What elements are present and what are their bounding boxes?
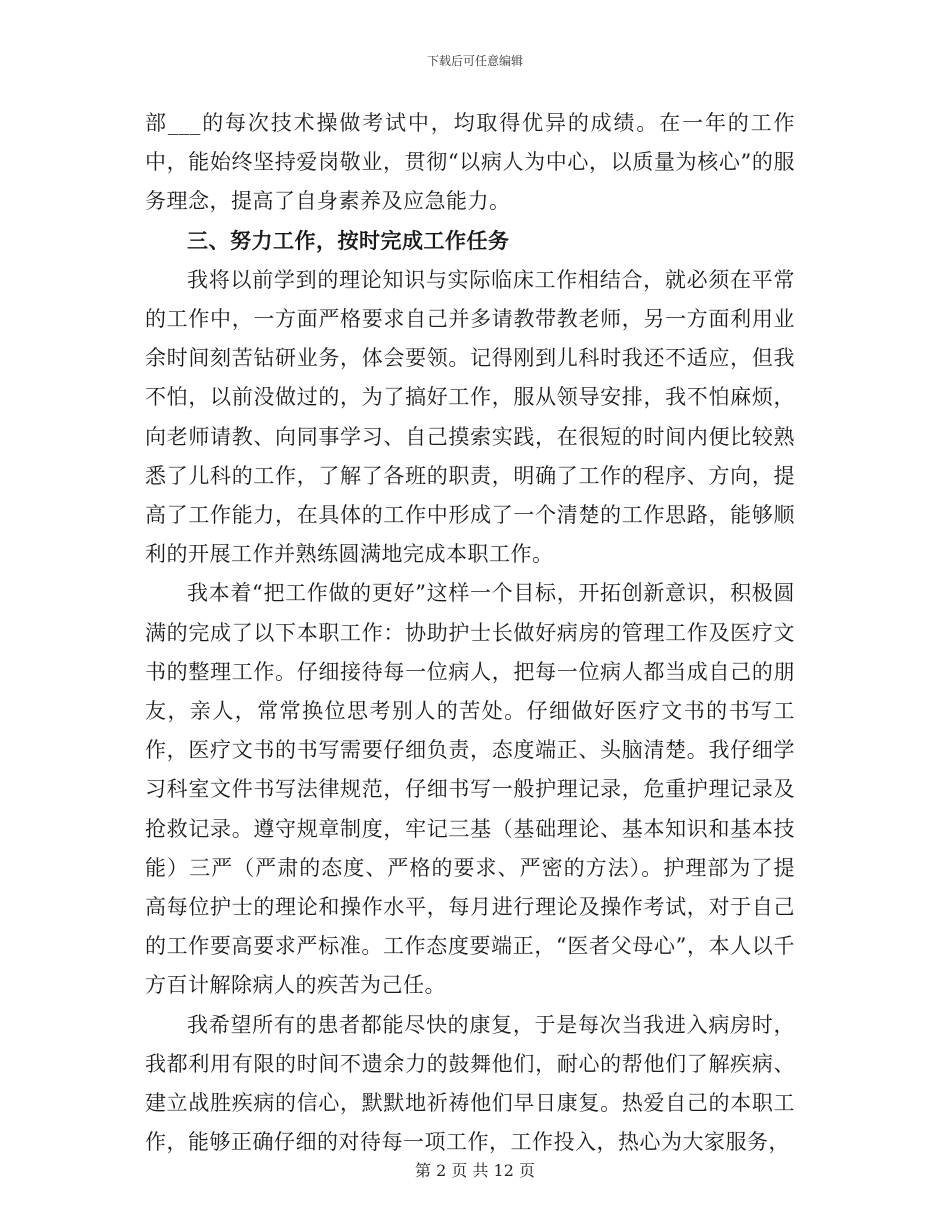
page-header: 下载后可任意编辑 (426, 54, 523, 68)
document-body (145, 104, 795, 1162)
paragraph-continued: 部___的每次技术操做考试中，均取得优异的成绩。在一年的工作中，能始终坚持爱岗敬业，贯彻“以病人为中心，以质量为核心”的服务理念，提高了自身素养及应急能力。 (145, 111, 795, 214)
section-heading: 三、努力工作，按时完成工作任务 (187, 228, 510, 253)
paragraph: 我将以前学到的理论知识与实际临床工作相结合，就必须在平常的工作中，一方面严格要求自己并多请教带教老师，另一方面利用业余时间刻苦钻研业务，体会要领。记得刚到儿科时我还不适应，但我不怕，以前没做过的，为了搞好工作，服从领导安排，我不怕麻烦，向老师请教、向同事学习、自己摸索实践，在很短的时间内便比较熟悉了儿科的工作，了解了各班的职责，明确了工作的程序、方向，提高了工作能力，在具体的工作中形成了一个清楚的工作思路，能够顺利的开展工作并熟练圆满地完成本职工作。 (145, 267, 795, 567)
paragraph: 我希望所有的患者都能尽快的康复，于是每次当我进入病房时，我都利用有限的时间不遗余力的鼓舞他们，耐心的帮他们了解疾病、建立战胜疾病的信心，默默地祈祷他们早日康复。热爱自己的本职工作，能够正确仔细的对待每一项工作，工作投入，热心为大家服务， (145, 1012, 795, 1155)
page-number: 第 2 页 共 12 页 (415, 1161, 535, 1180)
paragraph: 我本着“把工作做的更好”这样一个目标，开拓创新意识，积极圆满的完成了以下本职工作：协助护士长做好病房的管理工作及医疗文书的整理工作。仔细接待每一位病人，把每一位病人都当成自己的朋友，亲人，常常换位思考别人的苦处。仔细做好医疗文书的书写工作，医疗文书的书写需要仔细负责，态度端正、头脑清楚。我仔细学习科室文件书写法律规范，仔细书写一般护理记录，危重护理记录及抢救记录。遵守规章制度，牢记三基（基础理论、基本知识和基本技能）三严（严肃的态度、严格的要求、严密的方法）。护理部为了提高每位护士的理论和操作水平，每月进行理论及操作考试，对于自己的工作要高要求严标准。工作态度要端正，“医者父母心”，本人以千方百计解除病人的疾苦为己任。 (145, 581, 795, 998)
